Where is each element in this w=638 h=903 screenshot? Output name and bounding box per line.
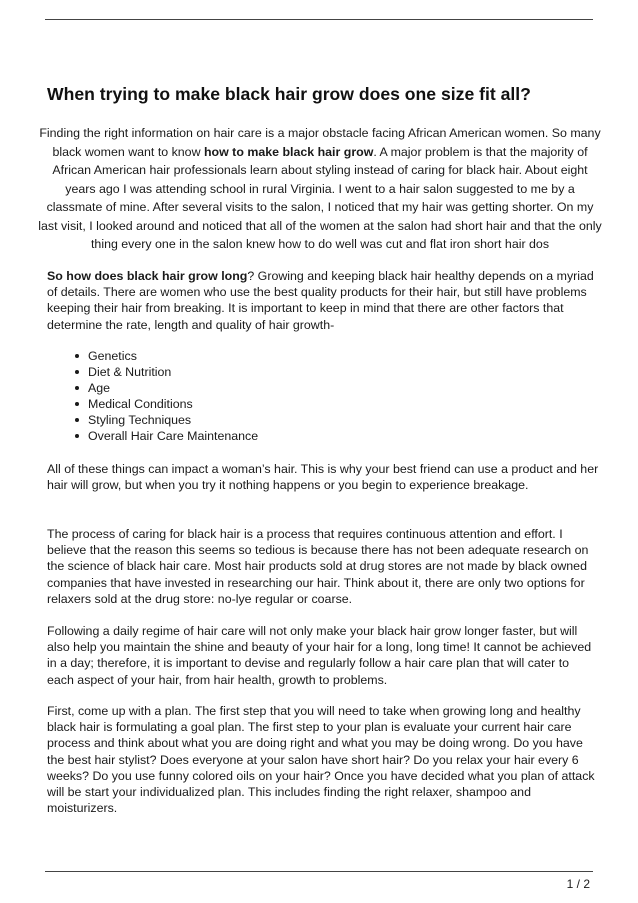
list-item: Styling Techniques	[74, 412, 258, 428]
paragraph-growth-factors	[47, 268, 599, 333]
list-item: Medical Conditions	[74, 396, 258, 412]
page-title: When trying to make black hair grow does one size fit all?	[47, 84, 531, 104]
paragraph-text: ? Growing and keeping black hair healthy depends on a myriad of details. There are women who use the best quality products for their hair, but still have problems keeping their hair from breaking. It is important to keep in mind that there are other factors that determine the rate, length and quality of hair growth-	[47, 269, 594, 332]
list-item: Genetics	[74, 348, 258, 364]
factors-list	[74, 348, 258, 444]
list-item: Age	[74, 380, 258, 396]
header-rule	[45, 19, 593, 20]
paragraph-lead-bold: So how does black hair grow long	[47, 269, 248, 283]
page-number: 1 / 2	[566, 877, 590, 891]
paragraph-plan: First, come up with a plan. The first step that you will need to take when growing long and healthy black hair is formulating a goal plan. The first step to your plan is evaluate your current hair care process and think about what you are doing right and what you may be doing wrong. Do you have the best hair stylist? Does everyone at your salon have short hair? Do you relax your hair every 6 weeks? Do you use funny colored oils on your hair? Once you have decided what you plan of attack will be start your individualized plan. This includes finding the right relaxer, shampoo and moisturizers.	[47, 704, 595, 816]
intro-text-end: . A major problem is that the majority of African American hair professionals learn about styling instead of caring for black hair. About eight years ago I was attending school in rural Virginia. I went to a hair salon suggested to me by a classmate of mine. After several visits to the salon, I noticed that my hair was getting shorter. On my last visit, I looked around and noticed that all of the women at the salon had short hair and that the only thing every one in the salon knew how to do well was cut and flat iron short hair dos	[38, 144, 602, 251]
list-item: Overall Hair Care Maintenance	[74, 428, 258, 444]
footer-rule	[45, 871, 593, 872]
paragraph-daily-regime: Following a daily regime of hair care will not only make your black hair grow longer faster, but will also help you maintain the shine and beauty of your hair for a long, long time! It cannot be achieved in a day; therefore, it is important to devise and regularly follow a hair care plan that will cater to each aspect of your hair, from hair health, growth to problems.	[47, 624, 592, 687]
paragraph-process: The process of caring for black hair is a process that requires continuous attention and effort. I believe that the reason this seems so tedious is because there has not been adequate research on the science of black hair care. Most hair products sold at drug stores are not made by black owned companies that have invested in researching our hair. Think about it, there are only two options for relaxers sold at the drug store: no-lye regular or coarse.	[47, 527, 589, 606]
intro-paragraph	[38, 124, 602, 254]
list-item: Diet & Nutrition	[74, 364, 258, 380]
intro-text-start: Finding the right information on hair care is a major obstacle facing African American women. So many black women want to know	[39, 126, 601, 159]
intro-bold-phrase: how to make black hair grow	[203, 144, 374, 159]
paragraph-impact: All of these things can impact a woman’s hair. This is why your best friend can use a product and her hair will grow, but when you try it nothing happens or you begin to experience breakage.	[47, 462, 599, 493]
